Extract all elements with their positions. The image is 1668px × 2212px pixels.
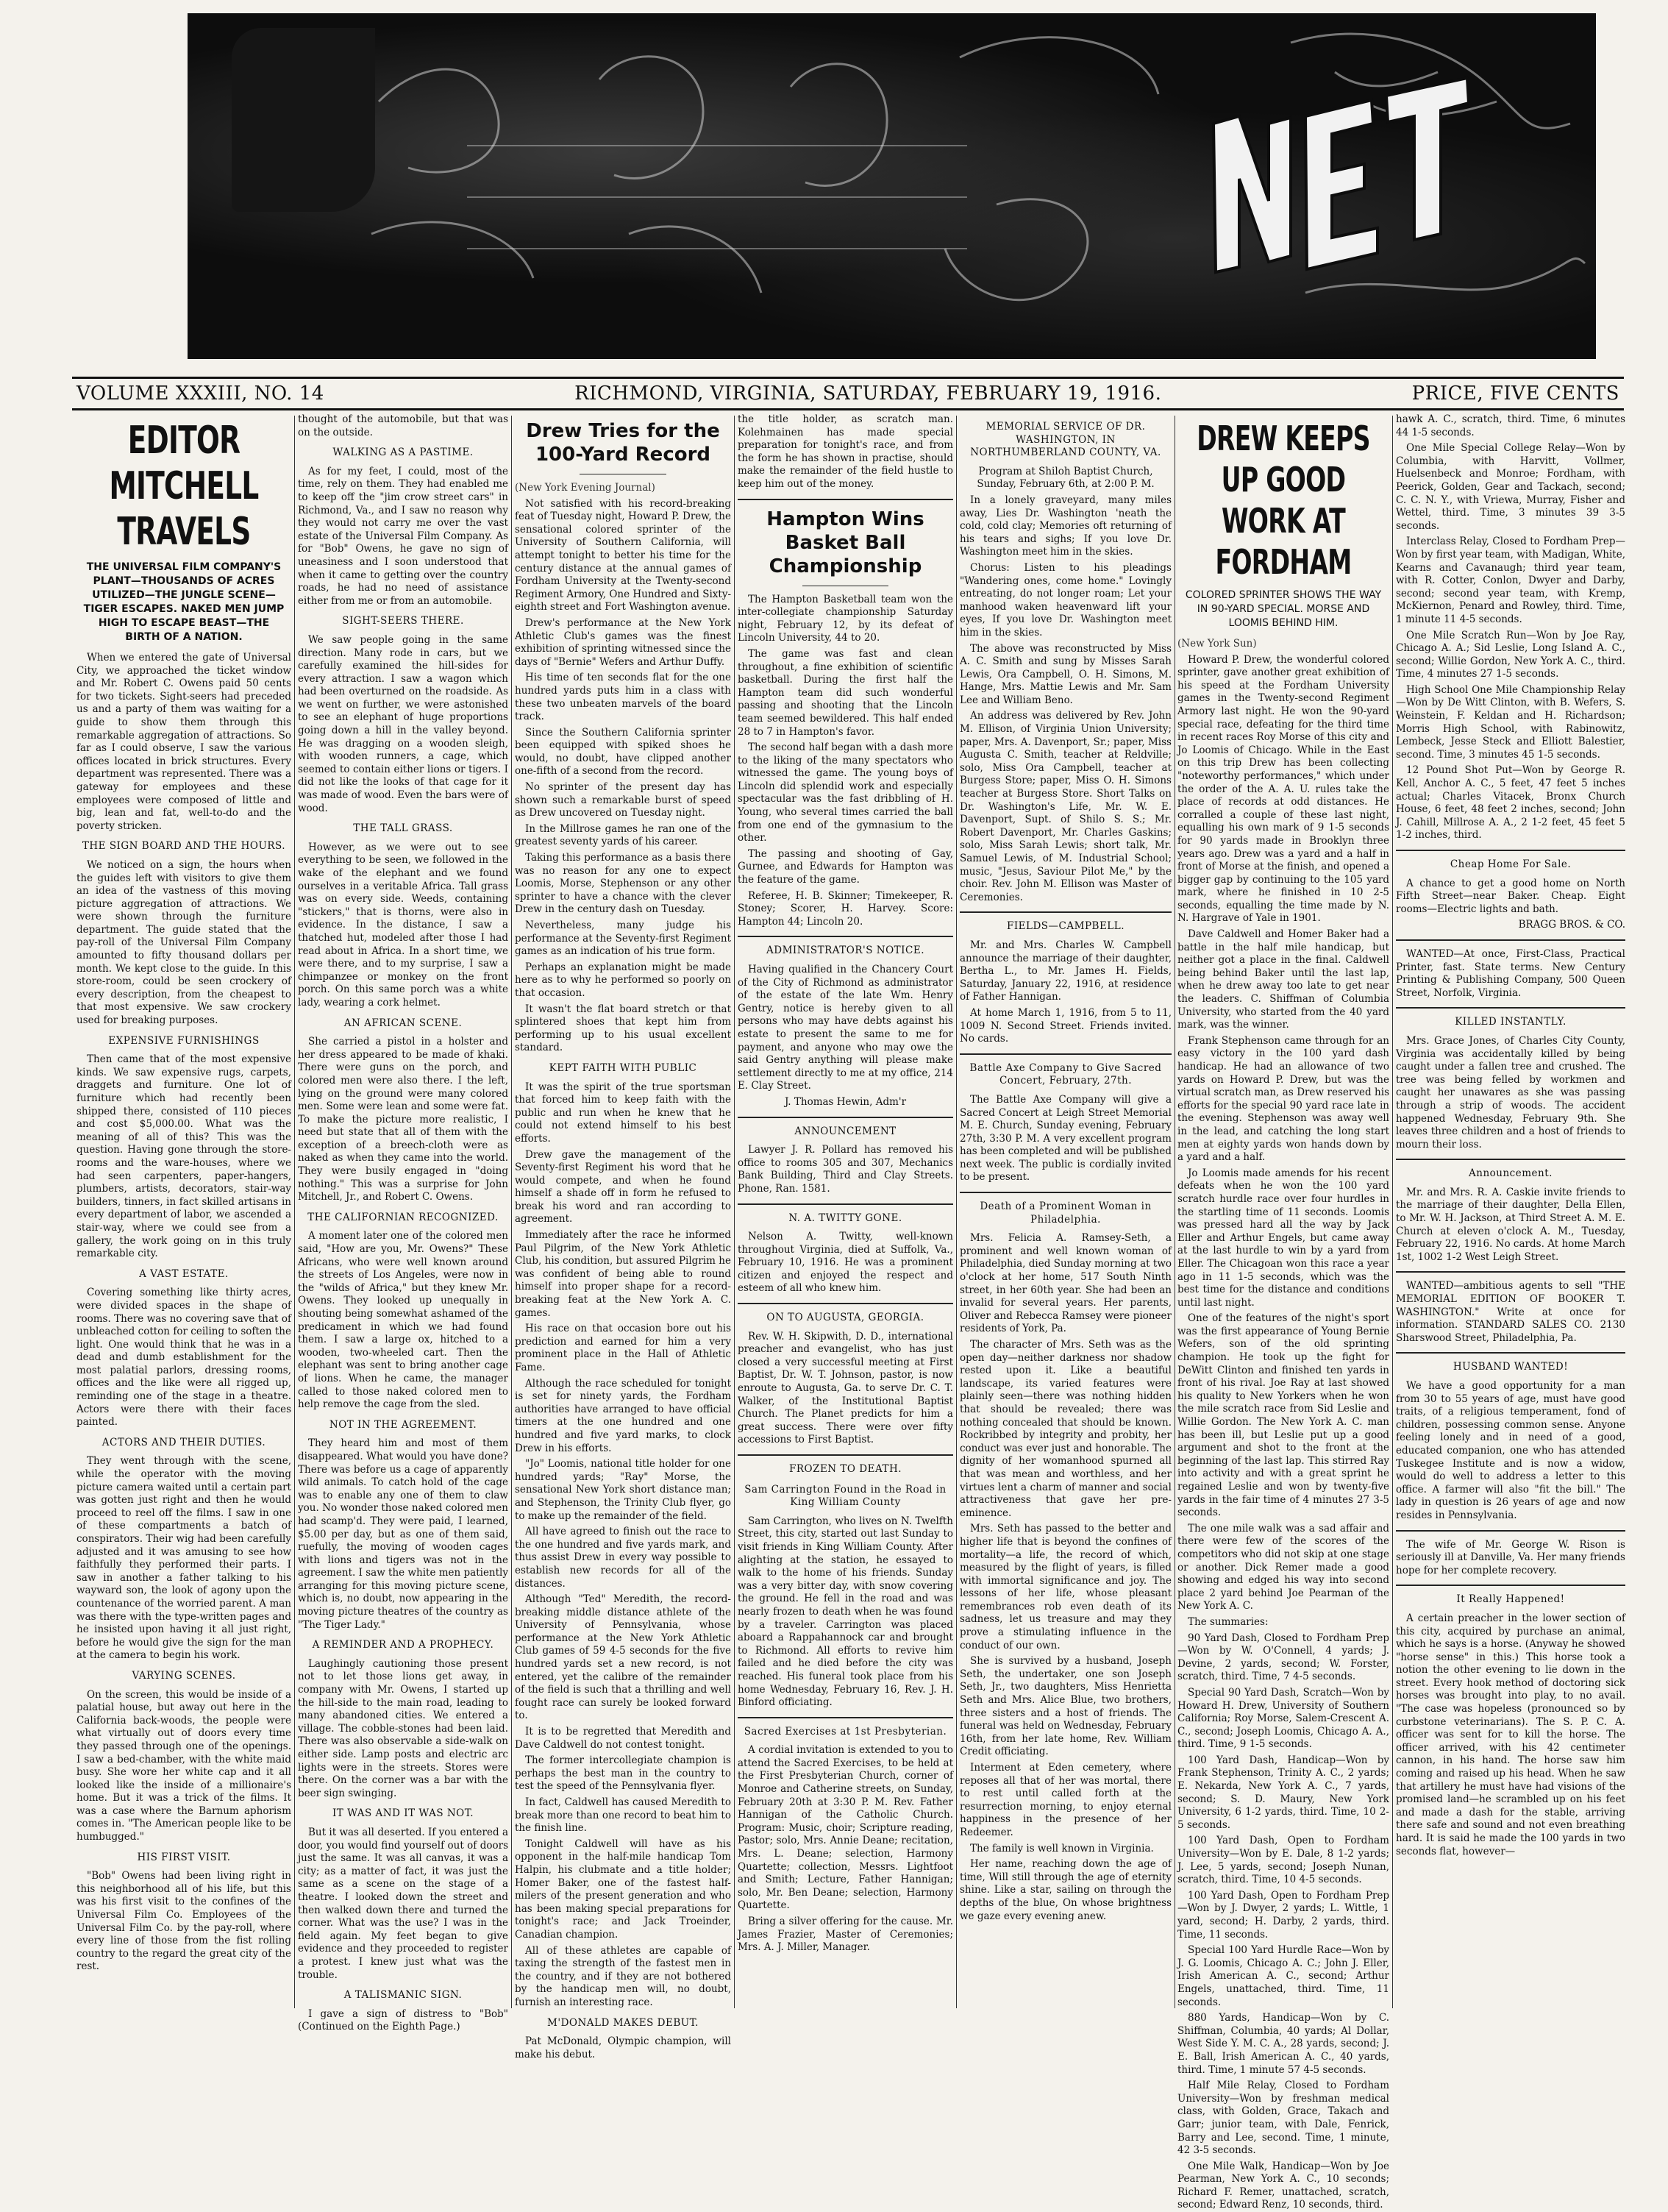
subhead: Cheap Home For Sale. <box>1450 858 1572 870</box>
subhead: THE TALL GRASS. <box>353 822 453 835</box>
column-5 <box>960 413 1172 2010</box>
paragraph: No sprinter of the present day has shown such a remarkable burst of speed as Drew uncovered on Tuesday night. <box>515 781 731 819</box>
paragraph: Program at Shiloh Baptist Church, Sunday, February 6th, at 2:00 P. M. <box>977 465 1155 491</box>
paragraph: The above was reconstructed by Miss A. C. Smith and sung by Misses Sarah Lewis, Ora Campbell, O. H. Simons, M. Hange, Mrs. Mattie Lewis and Mr. Sam Lee and William Beno. <box>960 642 1172 706</box>
price: PRICE, FIVE CENTS <box>1411 383 1619 405</box>
paragraph: We have a good opportunity for a man from 30 to 55 years of age, must have good traits, of a religious temperament, fond of children, possessing common sense. Anyone feeling lonely and in need of a good, educated companion, one who has attended Tuskegee Institute and is now a widow, would do well to address a letter to this office. A farmer will also "fit the bill." The lady in question is 26 years of age and now resides in Pennsylvania. <box>1396 1380 1625 1521</box>
subhead: THE CALIFORNIAN RECOGNIZED. <box>307 1211 499 1223</box>
paragraph: Rev. W. H. Skipwith, D. D., international preacher and evangelist, who has just closed a very successful meeting at First Baptist, Dr. W. T. Johnson, pastor, is now enroute to Augusta, Ga. to serve Dr. C. T. Walker, of the Institutional Baptist Church. The Planet predicts for him a great success. There were over fifty accessions to First Baptist. <box>738 1330 953 1446</box>
headline-drew-record: Drew Tries for the 100-Yard Record <box>526 420 720 466</box>
paragraph: In fact, Caldwell has caused Meredith to break more than one record to beat him to the finish line. <box>515 1796 731 1835</box>
paragraph: However, as we were out to see everything to be seen, we followed in the wake of the elephant and we found ourselves in a veritable Africa. Tall grass was on every side. Weeds, containing "stickers," that is thorns, were also in evidence. In the distance, I saw a thatched hut, modeled after those I had read about in Africa. In a short time, we were there, and to my surprise, I saw a chimpanzee or monkey on the front porch. On this same porch was a white lady, wearing a cork helmet. <box>298 841 508 1009</box>
paragraph: Mrs. Seth has passed to the better and higher life that is beyond the confines of mortality—a life, the record of which, measured by the flight of years, is filled with immortal significance and joy. The lessons of her life, whose pleasant remembrances rob even death of its sadness, let us treasure and may they prove a stimulating influence in the conduct of our own. <box>960 1523 1172 1651</box>
paragraph: Pat McDonald, Olympic champion, will make his debut. <box>515 2035 731 2060</box>
paragraph: Interment at Eden cemetery, where reposes all that of her was mortal, there to rest until called forth at the resurrection morning, to enjoy eternal happiness in the presence of her Redeemer. <box>960 1762 1172 1838</box>
paragraph: Referee, H. B. Skinner; Timekeeper, R. Stoney; Scorer, H. Harvey. Score: Hampton 44; Lincoln 20. <box>738 889 953 928</box>
subhead: HUSBAND WANTED! <box>1453 1361 1569 1373</box>
paragraph: Howard P. Drew, the wonderful colored sprinter, gave another great exhibition of his speed at the Fordham University games in the Twenty-second Regiment Armory last night. He won the 90-yard special race, defeating for the third time in recent races Roy Morse of this city and Jo Loomis of Chicago. While in the East on this trip Drew has been collecting "noteworthy performances," which under the order of the A. A. U. rules take the place of records at odd distances. He corralled a couple of these last night, equalling his own mark of 9 1-5 seconds for 90 yards made in Brooklyn three years ago. Drew was a yard and a half in front of Morse at the finish, and opened a bigger gap by continuing to the 105 yard mark, where he finished in 10 2-5 seconds, equalling the time made by N. N. Hargrave of Yale in 1901. <box>1177 653 1389 925</box>
subhead: M'DONALD MAKES DEBUT. <box>547 2016 699 2029</box>
paragraph: At home March 1, 1916, from 5 to 11, 1009 N. Second Street. Friends invited. No cards. <box>960 1006 1172 1045</box>
paragraph: Nevertheless, many judge his performance at the Seventy-first Regiment games as an indication of his true form. <box>515 920 731 958</box>
masthead-ornament <box>188 13 1596 359</box>
paragraph: Taking this performance as a basis there was no reason for any one to expect Loomis, Morse, Stephenson or any other sprinter to have a chance with the clever Drew in the century dash on Tuesday. <box>515 852 731 916</box>
poem: Her name, reaching down the age of time, Will still through the age of eternity shine. Like a star, sailing on through the depths of the blue, On whose brightness we gaze every evening anew. <box>960 1858 1172 1922</box>
paragraph: The wife of Mr. George W. Rison is seriously ill at Danville, Va. Her many friends hope for her complete recovery. <box>1396 1538 1625 1576</box>
paragraph: They heard him and most of them disappeared. What would you have done? There was before us a cage of apparently wild animals. To catch hold of the cage was to enable any one of them to claw you. No wonder those naked colored men had scamp'd. They were paid, I learned, $5.00 per day, but as one of them said, ruefully, the moving of wooden cages with lions and tigers was not in the agreement. I saw the white men patiently arranging for this moving picture scene, which is, no doubt, now appearing in the moving picture theatres of the country as "The Tiger Lady." <box>298 1437 508 1631</box>
paragraph: One Mile Scratch Run—Won by Joe Ray, Chicago A. A.; Sid Leslie, Long Island A. C., second; Willie Gordon, New York A. C., third. Time, 4 minutes 27 1-5 seconds. <box>1396 629 1625 680</box>
paragraph: A chance to get a good home on North Fifth Street—near Baker. Cheap. Eight rooms—Electric lights and bath. <box>1396 877 1625 915</box>
dateline-bar <box>72 377 1624 410</box>
paragraph: She is survived by a husband, Joseph Seth, the undertaker, one son Joseph Seth, Jr., two daughters, Miss Henrietta Seth and Mrs. Alice Blue, two brothers, three sisters and a host of friends. The funeral was held on Wednesday, February 16th, from her late home, Rev. William Credit officiating. <box>960 1655 1172 1758</box>
column-1 <box>76 413 291 2010</box>
paragraph: One Mile Walk, Handicap—Won by Joe Pearman, New York A. C., 10 seconds; Richard F. Remer, unattached, scratch, second; Edward Renz, 10 seconds, third. <box>1177 2160 1389 2211</box>
paragraph: Sam Carrington, who lives on N. Twelfth Street, this city, started out last Sunday to visit friends in King William County. After alighting at the station, he essayed to walk to the home of his friends. Sunday was a very bitter day, with snow covering the ground. He fell in the road and was nearly frozen to death when he was found by a traveler. Carrington was placed aboard a Rappahannock car and brought to Richmond. All efforts to revive him failed and he died before the city was reached. His funeral took place from his home Wednesday, February 16, Rev. J. H. Binford officiating. <box>738 1515 953 1709</box>
paragraph: 12 Pound Shot Put—Won by George R. Kell, Anchor A. C., 5 feet, 47 feet 5 inches actual; Charles Vitacek, Bronx Church House, 6 feet, 48 feet 2 inches, second; John J. Cahill, Millrose A. A., 2 1-2 feet, 45 feet 5 1-2 inches, third. <box>1396 764 1625 842</box>
paragraph: Dave Caldwell and Homer Baker had a battle in the half mile handicap, but neither got a place in the final. Caldwell being behind Baker until the last lap, when he drew away too late to get near the leaders. C. Shiffman of Columbia University, who started from the 40 yard mark, was the winner. <box>1177 928 1389 1031</box>
subhead: AN AFRICAN SCENE. <box>343 1017 463 1029</box>
headline-editor-mitchell: EDITOR MITCHELL TRAVELS <box>109 419 259 554</box>
paragraph: Drew gave the management of the Seventy-first Regiment his word that he would compete, and when he found himself a shade off in form he refused to break his word and ran according to agreement. <box>515 1148 731 1226</box>
paragraph: Drew's performance at the New York Athletic Club's games was the finest exhibition of sprinting witnessed since the days of "Bernie" Wefers and Arthur Duffy. <box>515 616 731 668</box>
paragraph: The character of Mrs. Seth was as the open day—neither darkness nor shadow rested upon it. Like a beautiful landscape, its varied features were plainly seen—there was nothing hidden that should be revealed; there was nothing concealed that should be known. Rockribbed by integrity and probity, her conduct was ever just and honorable. The dignity of her womanhood spurned all that was mean and worthless, and her virtues lent a charm of manner and social attractiveness that gave her pre-eminence. <box>960 1339 1172 1519</box>
paragraph: Perhaps an explanation might be made here as to why he performed so poorly on that occasion. <box>515 961 731 999</box>
paragraph: 100 Yard Dash, Open to Fordham University—Won by E. Dale, 8 1-2 yards; J. Lee, 5 yards, second; Joseph Nunan, scratch, third. Time, 10 4-5 seconds. <box>1177 1835 1389 1886</box>
paragraph: WANTED—At once, First-Class, Practical Printer, fast. State terms. New Century Printing & Publishing Company, 500 Queen Street, Norfolk, Virginia. <box>1396 947 1625 999</box>
paragraph: All have agreed to finish out the race to the one hundred and five yards mark, and thus assist Drew in every way possible to establish new records for all of the distances. <box>515 1526 731 1590</box>
credit-line: (New York Sun) <box>1177 638 1257 650</box>
paragraph: They went through with the scene, while the operator with the moving picture camera waited until a certain part was gotten just right and then he would proceed to reel off the films. I saw in one of these compartments a batch of conspirators. Their wig had been carefully adjusted and it was amusing to see how faithfully they performed their parts. I saw in another a father talking to his wayward son, the look of agony upon the countenance of the worried parent. A man was there with the type-written pages and he insisted upon having it all just right, before he would give the sign for the man at the camera to begin his work. <box>76 1455 291 1662</box>
paragraph: On the screen, this would be inside of a palatial house, but away out here in the California back-woods, the people were what virtually out of doors every time they passed through one of the openings. I saw a bed-chamber, with the white maid busy. She wore her white cap and it all looked like the inside of a millionaire's home. But it was a trick of the films. It was a case where the Barnum aphorism comes in. "The American people like to be humbugged." <box>76 1688 291 1843</box>
subhead: A TALISMANIC SIGN. <box>343 1989 463 2002</box>
volume-number: VOLUME XXXIII, NO. 14 <box>76 383 324 405</box>
paragraph: It wasn't the flat board stretch or that splintered shoes that kept him from performing up to his usual excellent standard. <box>515 1003 731 1054</box>
paragraph: Mr. and Mrs. Charles W. Campbell announce the marriage of their daughter, Bertha L., to Mr. James H. Fields, Saturday, January 22, 1916, at residence of Father Hannigan. <box>960 939 1172 1003</box>
paragraph: We saw people going in the same direction. Many rode in cars, but we carefully examined the hill-sides for every attraction. I saw a wagon which had been overturned on the roadside. As we went on further, we were astonished to see an elephant of huge proportions going down a hill in the valley beyond. He was dragging on a wooden sleigh, with wooden runners, a cage, which seemed to contain either lions or tigers. I did not like the looks of that cage for it was made of wood. Even the bars were of wood. <box>298 633 508 814</box>
paragraph: As for my feet, I could, most of the time, rely on them. They had enabled me to keep off the "jim crow street cars" in Richmond, Va., and I saw no reason why they would not carry me over the vast estate of the Universal Film Company. As for "Bob" Owens, he gave no sign of uneasiness and I soon understood that when it came to getting over the country roads, he had no need of assistance either from me or from an automobile. <box>298 465 508 607</box>
paragraph: Tonight Caldwell will have as his opponent in the half-mile handicap Tom Halpin, his clubmate and a title holder; Homer Baker, one of the fastest half-milers of the present generation and who has been making special preparations for tonight's race; and Jack Troeinder, Canadian champion. <box>515 1838 731 1941</box>
paragraph: thought of the automobile, but that was on the outside. <box>298 413 508 438</box>
paragraph: Frank Stephenson came through for an easy victory in the 100 yard dash handicap. He had an allowance of two yards on Howard P. Drew, but was the virtual scratch man, as Drew reserved his efforts for the special 90 yard race late in the evening. Stephenson was away well in the lead, and catching the long start men at eighty yards won hands down by a yard and a half. <box>1177 1034 1389 1164</box>
paragraph: An address was delivered by Rev. John M. Ellison, of Virginia Union University; paper, Mrs. A. Davenport, Sr.; paper, Miss Augusta C. Smith, teacher at Reldville; solo, Miss Ora Campbell, teacher at Burgess Store; paper, Miss O. H. Simons teacher at Burgess Store. Short Talks on Dr. Washington's Life, Mr. W. E. Davenport, Supt. of Shilo S. S.; Mr. Robert Davenport, Mr. Charles Gaskins; solo, Miss Sarah Lewis; short talk, Mr. Samuel Lewis, of M. Industrial School; music, "Jesus, Saviour Pilot Me," by the choir. Rev. John M. Ellison was Master of Ceremonies. <box>960 710 1172 903</box>
subhead: ADMINISTRATOR'S NOTICE. <box>766 945 924 957</box>
paragraph: A moment later one of the colored men said, "How are you, Mr. Owens?" These Africans, who were well known around the streets of Los Angeles, were now in the "wilds of Africa," but they knew Mr. Owens. They looked up unequally in shouting being somewhat ashamed of the predicament in which we had found them. I saw a large ox, hitched to a wooden, two-wheeled cart. Then the elephant was sent to bring another cage of lions. When he came, the manager called to those naked colored men to help remove the cage from the sled. <box>298 1230 508 1411</box>
subhead: KILLED INSTANTLY. <box>1455 1016 1567 1028</box>
subhead: EXPENSIVE FURNISHINGS <box>108 1034 260 1047</box>
subhead: It Really Happened! <box>1456 1593 1565 1606</box>
subhead: MEMORIAL SERVICE OF DR. WASHINGTON, IN NORTHUMBERLAND COUNTY, VA. <box>970 421 1161 459</box>
paragraph: One Mile Special College Relay—Won by Columbia, with Harvitt, Vollmer, Huelsenbeck and Monroe; Fordham, with Peerick, Golden, Gear and Tackach, second; C. C. N. Y., with Vriewa, Murray, Fisher and Wettel, third. Time, 3 minutes 39 3-5 seconds. <box>1396 442 1625 532</box>
paragraph: The former intercollegiate champion is perhaps the best man in the country to test the speed of the Pennsylvania flyer. <box>515 1754 731 1793</box>
paragraph: The passing and shooting of Gay, Gurnee, and Edwards for Hampton was the feature of the game. <box>738 847 953 886</box>
paragraph: Laughingly cautioning those present not to let those lions get away, in company with Mr. Owens, I started up the hill-side to the main road, leading to many abandoned cities. We entered a village. The cobble-stones had been laid. There was also observable a side-walk on either side. Lamp posts and electric arc lights were in the streets. Stores were there. On the corner was a bar with the beer sign swinging. <box>298 1657 508 1799</box>
paragraph: Interclass Relay, Closed to Fordham Prep—Won by first year team, with Madigan, White, Kearns and Cavanaugh; third year team, with R. Cotter, Conlon, Dwyer and Darby, second; second year team, with Kremp, McKiernon, Penard and Rowley, third. Time, 1 minute 11 4-5 seconds. <box>1396 536 1625 625</box>
paragraph: A certain preacher in the lower section of this city, acquired by purchase an animal, which he says is a horse. (Anyway he showed "horse sense" in this.) This horse took a notion the other evening to lie down in the street. Every hook method of doctoring sick horses was brought into play, to no avail. "The case was hopeless (pronounced so by curbstone veterinarians). The S. P. C. A. officer was sent for to kill the horse. The officer arrived, with his 42 centimeter cannon, in his hand. The horse saw him coming and raised up his head. When he saw that artillery he must have had visions of the promised land—he scrambled up on his feet and made a dash for the stable, arriving there safe and sound and not even breathing hard. It is said he made the 100 yards in two seconds flat, however— <box>1396 1612 1625 1857</box>
paragraph: I gave a sign of distress to "Bob" (Continued on the Eighth Page.) <box>298 2007 508 2033</box>
paragraph: The Battle Axe Company will give a Sacred Concert at Leigh Street Memorial M. E. Church, Sunday evening, February 27th, 3:30 P. M. A very excellent program has been completed and will be published next week. The public is cordially invited to be present. <box>960 1093 1172 1184</box>
paragraph: His race on that occasion bore out his prediction and earned for him a very prominent place in the Hall of Athletic Fame. <box>515 1323 731 1373</box>
subhead: Sam Carrington Found in the Road in King William County <box>744 1483 947 1509</box>
paragraph: It is to be regretted that Meredith and Dave Caldwell do not contest tonight. <box>515 1726 731 1751</box>
paragraph: Mr. and Mrs. R. A. Caskie invite friends to the marriage of their daughter, Della Ellen, to Mr. W. H. Jackson, at Third Street A. M. E. Church at eleven o'clock A. M., Tuesday, February 22, 1916. No cards. At home March 1st, 1002 1-2 West Leigh Street. <box>1396 1186 1625 1263</box>
deck-universal-film: THE UNIVERSAL FILM COMPANY'S PLANT—THOUSANDS OF ACRES UTILIZED—THE JUNGLE SCENE—TIGER ESCAPES. NAKED MEN JUMP HIGH TO ESCAPE BEAST—THE BIRTH OF A NATION. <box>83 561 285 643</box>
subhead: SIGHT-SEERS THERE. <box>342 615 464 627</box>
subhead: VARYING SCENES. <box>132 1669 236 1682</box>
column-2 <box>298 413 508 2033</box>
paragraph: "Bob" Owens had been living right in this neighborhood all of his life, but this was his first visit to the confines of the Universal Film Co. Employees of the Universal Film Co. by the pay-roll, where every line of those from the fist rolling country to the regard the great city of the rest. <box>76 1870 291 1973</box>
paragraph: It was the spirit of the true sportsman that forced him to keep faith with the public and run when he knew that he could not extend himself to his best efforts. <box>515 1081 731 1145</box>
paragraph: Covering something like thirty acres, were divided spaces in the shape of rooms. There was no covering save that of unbleached cotton for ceiling to soften the light. One would think that he was in a dead and dumb establishment for the most palatial parlors, dressing rooms, offices and the like were all rigged up, reminding one of the stage in a theatre. Actors were there with their faces painted. <box>76 1287 291 1429</box>
masthead <box>188 13 1596 359</box>
paragraph: A cordial invitation is extended to you to attend the Sacred Exercises, to be held at the First Presbyterian Church, corner of Monroe and Catherine streets, on Sunday, February 20th at 3:30 P. M. Rev. Father Hannigan of the Catholic Church. Program: Music, choir; Scripture reading, Pastor; solo, Mrs. Annie Deane; recitation, Mrs. L. Deane; selection, Harmony Quartette; collection, Messrs. Lightfoot and Smith; Lecture, Father Hannigan; solo, Mr. Ben Deane; selection, Harmony Quartette. <box>738 1744 953 1912</box>
poem: In a lonely graveyard, many miles away, Lies Dr. Washington 'neath the cold, cold clay; Memories oft returning of his tears and sighs; If you love Dr. Washington meet him in the skies. <box>960 494 1172 558</box>
paragraph: "Jo" Loomis, national title holder for one hundred yards; "Ray" Morse, the sensational New York short distance man; and Stephenson, the Trinity Club flyer, go to make up the remainder of the field. <box>515 1458 731 1522</box>
paragraph: Although the race scheduled for tonight is set for ninety yards, the Fordham authorities have arranged to have official timers at the one hundred and one hundred and five yard marks, to clock Drew in his efforts. <box>515 1377 731 1454</box>
paragraph: Not satisfied with his record-breaking feat of Tuesday night, Howard P. Drew, the sensational colored sprinter of the University of Southern California, will attempt tonight to better his time for the century distance at the annual games of Fordham University at the Twenty-second Regiment Armory, One Hundred and Sixty-eighth street and Fort Washington avenue. <box>515 497 732 614</box>
paragraph: His time of ten seconds flat for the one hundred yards puts him in a class with these two unbeaten marvels of the board track. <box>515 672 731 723</box>
paragraph: 90 Yard Dash, Closed to Fordham Prep—Won by W. O'Connell, 4 yards; J. Devine, 2 yards, second; W. Forster, scratch, third. Time, 7 4-5 seconds. <box>1177 1632 1389 1683</box>
subhead: HIS FIRST VISIT. <box>137 1851 231 1863</box>
paragraph: Bring a silver offering for the cause. Mr. James Frazier, Master of Ceremonies; Mrs. A. J. Miller, Manager. <box>738 1916 953 1954</box>
paragraph: 100 Yard Dash, Open to Fordham Prep—Won by J. Dwyer, 2 yards; L. Wittle, 1 yard, second; H. Darby, 2 yards, third. Time, 11 seconds. <box>1177 1889 1389 1941</box>
paragraph: The family is well known in Virginia. <box>970 1842 1154 1854</box>
subhead: ON TO AUGUSTA, GEORGIA. <box>766 1312 924 1324</box>
signature: J. Thomas Hewin, Adm'r <box>784 1095 907 1108</box>
subhead: N. A. TWITTY GONE. <box>788 1212 902 1224</box>
paragraph: When we entered the gate of Universal City, we approached the ticket window and Mr. Robert C. Owens paid 50 cents for two tickets. Sight-seers had preceded us and a party of them was waiting for a guide to show them through this remarkable aggregation of attractions. So far as I could observe, I saw the various offices located in brick structures. Every department was represented. There was a gateway for employees and these employees were composed of little and big, lean and fat, well-to-do and the poverty stricken. <box>76 652 291 832</box>
paragraph: The one mile walk was a sad affair and there were few of the scores of the competitors who did not skip at one stage or another. Dick Remer made a good showing and edged his way into second place 2 yard behind Joe Pearman of the New York A. C. <box>1177 1522 1389 1612</box>
column-3 <box>515 413 732 2060</box>
paragraph: The game was fast and clean throughout, a fine exhibition of scientific basketball. During the first half the Hampton team did such wonderful passing and shooting that the Lincoln team seemed bewildered. This half ended 28 to 7 in Hampton's favor. <box>738 647 953 738</box>
paragraph: hawk A. C., scratch, third. Time, 6 minutes 44 1-5 seconds. <box>1396 413 1625 438</box>
credit-line: (New York Evening Journal) <box>515 482 655 494</box>
subhead: Sacred Exercises at 1st Presbyterian. <box>744 1725 947 1738</box>
paragraph: Jo Loomis made amends for his recent defeats when he won the 100 yard scratch hurdle race over four hurdles in the startling time of 11 seconds. Loomis was pressed hard all the way by Jack Eller and Arthur Engels, but came away at the last hurdle to win by a yard from Eller. The Chicagoan won this race a year ago in 11 1-5 seconds, which was the best time for the distance and conditions until last night. <box>1177 1167 1389 1309</box>
paragraph: the title holder, as scratch man. Kolehmainen has made special preparation for tonight's race, and from the form he has shown in practise, should make the remainder of the field hustle to keep him out of the money. <box>738 413 953 490</box>
column-7 <box>1396 413 1625 2010</box>
subhead: ANNOUNCEMENT <box>794 1125 897 1137</box>
paragraph: Although "Ted" Meredith, the record-breaking middle distance athlete of the University of Pennsylvania, whose performance at the New York Athletic Club games of 59 4-5 seconds for the five hundred yards set a new record, is not entered, yet the calibre of the remainder of the field is such that a thrilling and well fought race can surely be looked forward to. <box>515 1593 731 1722</box>
headline-drew-fordham: DREW KEEPS UP GOOD WORK AT FORDHAM <box>1197 419 1370 582</box>
place-and-date: RICHMOND, VIRGINIA, SATURDAY, FEBRUARY 19, 1916. <box>574 383 1162 405</box>
subhead: THE SIGN BOARD AND THE HOURS. <box>82 840 286 853</box>
subhead: ACTORS AND THEIR DUTIES. <box>101 1436 266 1448</box>
paragraph: Then came that of the most expensive kinds. We saw expensive rugs, carpets, draggets and furniture. One lot of furniture which had recently been shipped there, consisted of 110 pieces and cost $5,000.00. What was the meaning of all of this? This was the question. Having gone through the store-rooms and the ware-houses, where we had seen carpenters, paper-hangers, plumbers, artists, decorators, stair-way builders, tinners, in fact skilled artisans in every department of labor, we ascended a stair-way, where we could see from a gallery, the work going on in this truly remarkable city. <box>76 1053 291 1260</box>
paragraph: Nelson A. Twitty, well-known throughout Virginia, died at Suffolk, Va., February 10, 1916. He was a prominent citizen and enjoyed the respect and esteem of all who knew him. <box>738 1231 953 1295</box>
subhead: WALKING AS A PASTIME. <box>332 447 474 459</box>
subhead: FIELDS—CAMPBELL. <box>1006 920 1125 933</box>
deck-drew-fordham: COLORED SPRINTER SHOWS THE WAY IN 90-YARD SPECIAL. MORSE AND LOOMIS BEHIND HIM. <box>1185 589 1382 629</box>
paragraph: The second half began with a dash more to the liking of the many spectators who witnessed the game. The young boys of Lincoln did splendid work and especially spectacular was the fast dribbling of H. Young, who several times carried the ball from one end of the gymnasium to the other. <box>738 742 953 844</box>
subhead: FROZEN TO DEATH. <box>788 1463 902 1475</box>
subhead: Announcement. <box>1469 1167 1553 1180</box>
paragraph: The summaries: <box>1188 1615 1269 1628</box>
subhead: NOT IN THE AGREEMENT. <box>329 1418 477 1431</box>
paragraph: Half Mile Relay, Closed to Fordham University—Won by freshman medical class, with Golden, Grace, Takach and Garr; junior team, with Dale, Fenrick, Barry and Lee, second. Time, 1 minute, 42 3-5 seconds. <box>1177 2080 1389 2157</box>
paragraph: Having qualified in the Chancery Court of the City of Richmond as administrator of the estate of the late Wm. Henry Gentry, notice is hereby given to all persons who may have debts against his estate to present the same to me for payment, and anyone who may owe the said Gentry anything will please make settlement directly to me at my office, 214 E. Clay Street. <box>738 964 953 1092</box>
subhead: A VAST ESTATE. <box>139 1267 229 1280</box>
paragraph: Mrs. Felicia A. Ramsey-Seth, a prominent and well known woman of Philadelphia, died Sunday morning at two o'clock at her home, 517 South Ninth street, in her 60th year. She had been an invalid for several years. Her parents, Oliver and Rebecca Ramsey were pioneer residents of York, Pa. <box>960 1232 1172 1335</box>
paragraph: 880 Yards, Handicap—Won by C. Shiffman, Columbia, 40 yards; Al Dollar, West Side Y. M. C. A., 28 yards, second; J. E. Ball, Irish American A. C., 40 yards, third. Time, 1 minute 57 4-5 seconds. <box>1177 2012 1389 2076</box>
paragraph: WANTED—ambitious agents to sell "THE MEMORIAL EDITION OF BOOKER T. WASHINGTON." Write at once for information. STANDARD SALES CO. 2130 Sharswood Street, Philadelphia, Pa. <box>1396 1280 1625 1344</box>
column-4 <box>738 413 953 2010</box>
signature: BRAGG BROS. & CO. <box>1518 919 1625 931</box>
subhead: KEPT FAITH WITH PUBLIC <box>549 1061 697 1074</box>
subhead: Death of a Prominent Woman in Philadelphia. <box>980 1201 1152 1226</box>
paragraph: Special 100 Yard Hurdle Race—Won by J. G. Loomis, Chicago A. C.; John J. Eller, Irish American A. C., second; Arthur Engels, unattached, third. Time, 11 seconds. <box>1177 1944 1389 2008</box>
paragraph: All of these athletes are capable of taxing the strength of the fastest men in the country, and if they are not bothered by the handicap men will, no doubt, furnish an interesting race. <box>515 1944 731 2008</box>
paragraph: In the Millrose games he ran one of the greatest seventy yards of his career. <box>515 822 731 848</box>
paragraph: Mrs. Grace Jones, of Charles City County, Virginia was accidentally killed by being caught under a fallen tree and crushed. The tree was being felled by workmen and caught her unawares as she was passing through a strip of woods. The accident happened Wednesday, February 9th. She leaves three children and a host of friends to mourn their loss. <box>1396 1034 1625 1151</box>
subhead: Battle Axe Company to Give Sacred Concert, February, 27th. <box>969 1061 1162 1087</box>
paragraph: Immediately after the race he informed Paul Pilgrim, of the New York Athletic Club, his condition, but assured Pilgrim he was confident of being able to round himself into proper shape for a record-breaking feat at the New York A. C. games. <box>515 1229 731 1319</box>
paragraph: But it was all deserted. If you entered a door, you would find yourself out of doors just the same. It was all canvas, it was a city; as a matter of fact, it was just the same as a scene on the stage of a theatre. I looked down the street and then walked down there and turned the corner. What was the use? I was in the field again. My feet began to give evidence and they proceeded to register a protest. I knew just what was the trouble. <box>298 1826 508 1981</box>
paragraph: 100 Yard Dash, Handicap—Won by Frank Stephenson, Trinity A. C., 2 yards; E. Nekarda, New York A. C., 7 yards, second; S. D. Maury, New York University, 6 1-2 yards, third. Time, 10 2-5 seconds. <box>1177 1754 1389 1831</box>
paragraph: One of the features of the night's sport was the first appearance of Young Bernie Wefers, son of the old sprinting champion. He took up the fight for DeWitt Clinton and finished ten yards in front of his rival. Joe Ray at last showed his quality to New Yorkers when he won the mile scratch race from Sid Leslie and Willie Gordon. The New York A. C. man has been ill, but Leslie put up a good argument and shot to the front at the beginning of the last lap. This stirred Ray into activity and with a great sprint he regained Leslie and won by twenty-five yards in the fair time of 4 minutes 27 3-5 seconds. <box>1177 1312 1389 1519</box>
paragraph: Since the Southern California sprinter been equipped with spiked shoes he would, no doubt, have clipped another one-fifth of a second from the record. <box>515 726 731 778</box>
subhead: IT WAS AND IT WAS NOT. <box>332 1807 474 1820</box>
paragraph: We noticed on a sign, the hours when the guides left with visitors to give them an idea of the vastness of this moving picture aggregation of attractions. We were shown through the furniture department. The guide stated that the pay-roll of the Universal Film Company amounted to fifty thousand dollars per month. We kept close to the guide. In this store-room, could be seen crockery of every description, from the cheapest to that most expensive. We saw crockery used for breaking purposes. <box>76 858 291 1027</box>
paragraph: Special 90 Yard Dash, Scratch—Won by Howard H. Drew, University of Southern California; Roy Morse, Salem-Crescent A. C., second; Joseph Loomis, Chicago A. A., third. Time, 9 1-5 seconds. <box>1177 1686 1389 1751</box>
subhead: A REMINDER AND A PROPHECY. <box>312 1639 494 1651</box>
column-6 <box>1177 413 1389 2211</box>
paragraph: She carried a pistol in a holster and her dress appeared to be made of khaki. There were guns on the porch, and colored men were also there. I the left, lying on the ground were many colored men. Some were lean and some were fat. To make the picture more realistic, I need but state that all of them with the exception of a breech-cloth were as naked as when they came into the world. They were busily engaged in "doing nothing." This was a surprise for John Mitchell, Jr., and Robert C. Owens. <box>298 1036 508 1203</box>
poem: Chorus: Listen to his pleadings "Wandering ones, come home." Lovingly entreating, do not longer roam; Let your manhood waken heavenward lift your eyes, If you love Dr. Washington meet him in the skies. <box>960 561 1172 639</box>
headline-hampton: Hampton Wins Basket Ball Championship <box>766 508 924 577</box>
paragraph: The Hampton Basketball team won the inter-collegiate championship Saturday night, February 12, by its defeat of Lincoln University, 44 to 20. <box>738 593 953 644</box>
paragraph: High School One Mile Championship Relay—Won by De Witt Clinton, with B. Wefers, S. Weinstein, F. Keldan and H. Richardson; Morris High School, with Rabinowitz, Lembeck, Jesse Steck and Elliott Balestier, second. Time, 3 minutes 45 1-5 seconds. <box>1396 683 1625 761</box>
paragraph: Lawyer J. R. Pollard has removed his office to rooms 305 and 307, Mechanics Bank Building, Third and Clay Streets. Phone, Ran. 1581. <box>738 1144 953 1195</box>
